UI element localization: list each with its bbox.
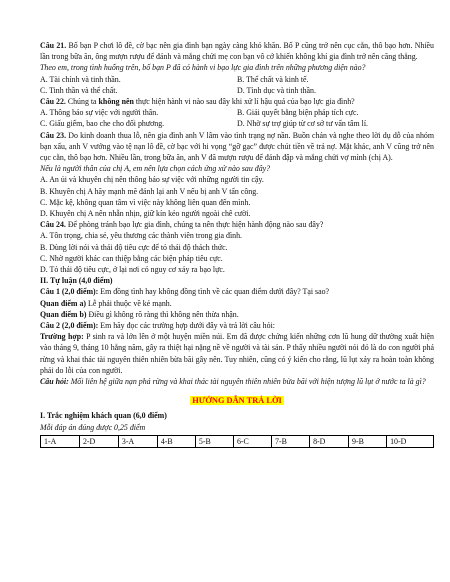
options-grid (40, 74, 434, 96)
answer-guide-title (40, 390, 434, 408)
option: D. Nhờ sự trợ giúp từ cơ sở tư vấn tâm lí. (237, 119, 368, 129)
viewpoint-text: Lễ phải thuộc về kẻ mạnh. (86, 298, 172, 308)
answer-cell: 4-B (157, 435, 195, 447)
case-paragraph (40, 331, 434, 376)
emphasis-text: không nên (98, 97, 134, 107)
question-label: Câu 23. (40, 130, 67, 140)
question-text: thực hiện hành vi nào sau đây khi xử lí hậu quả của bạo lực gia đình? (133, 97, 355, 107)
option: B. Dùng lời nói và thái độ tiêu cực để tỏ thái độ thách thức. (40, 242, 228, 252)
case-label: Trường hợp: (40, 332, 84, 342)
answer-cell: 10-D (387, 435, 434, 447)
question-text: Để phòng tránh bạo lực gia đình, chúng ta nên thực hiện hành động nào sau đây? (65, 220, 324, 230)
scoring-note: Mỗi đáp án đúng được 0,25 điểm (40, 422, 146, 432)
option: D. Tỏ thái độ tiêu cực, ở lại nơi có nguy cơ xảy ra bạo lực. (40, 265, 225, 275)
answer-table (40, 435, 434, 448)
option: A. Tôn trọng, chia sẻ, yêu thương các thành viên trong gia đình. (40, 231, 243, 241)
guide-title-text: HƯỚNG DẪN TRẢ LỜI (192, 396, 282, 406)
question-24 (40, 219, 434, 230)
question-label: Câu 22. (40, 97, 66, 107)
question-label: Câu hỏi: (40, 377, 69, 387)
option: A. An ủi và khuyên chị nên thông báo sự việc với những người tin cậy. (40, 175, 264, 185)
option: C. Mặc kệ, không quan tâm vì việc này không liên quan đến mình. (40, 197, 251, 207)
option: B. Giải quyết bằng biện pháp tích cực. (237, 108, 359, 118)
option: C. Tinh thần và thể chất. (40, 85, 118, 95)
case-text: P sinh ra và lớn lên ở một huyện miền núi. Em đã được chứng kiến những cơn lũ hung dữ thường xuất hiện vào tháng 9, tháng 10 hằng năm, gây ra thiệt hại nặng nề về người và tài sản. P thấy nhiều người nói đó là do con người phá rừng và khai thác tài nguyên thiên nhiên bừa bãi gây nên. Tuy nhiên, cũng có ý kiến cho rằng, lũ lụt xảy ra hoàn toàn không phải do lỗi của con người. (40, 332, 434, 375)
answer-cell: 8-D (310, 435, 349, 447)
question-text: Em hãy đọc các trường hợp dưới đây và trả lời câu hỏi: (98, 321, 275, 331)
question-label: Câu 2 (2,0 điểm): (40, 321, 99, 331)
option: A. Tài chính và tinh thần. (40, 74, 121, 84)
question-23 (40, 130, 434, 164)
options-grid (40, 107, 434, 129)
question-prompt: Nếu là người thân của chị A, em nên lựa chọn cách ứng xử nào sau đây? (40, 164, 271, 174)
option: B. Khuyên chị A hãy mạnh mẽ đánh lại anh V nếu bị anh V tấn công. (40, 186, 259, 196)
section-heading: I. Trắc nghiệm khách quan (6,0 điểm) (40, 411, 167, 421)
essay-question-2 (40, 320, 434, 331)
question-prompt: Theo em, trong tình huống trên, bố bạn P đã có hành vi bạo lực gia đình trên những phương diện nào? (40, 63, 366, 73)
question-text: Mối liên hệ giữa nạn phá rừng và khai thác tài nguyên thiên nhiên bừa bãi với hiện tượng lũ lụt ở nước ta là gì? (68, 377, 426, 387)
option: D. Tình dục và tinh thần. (237, 85, 316, 95)
question-text: Chúng ta (65, 97, 99, 107)
viewpoint-a (40, 298, 434, 309)
case-question (40, 376, 434, 387)
option: D. Khuyên chị A nên nhẫn nhịn, giữ kín kẻo người ngoài chê cười. (40, 209, 251, 219)
question-label: Câu 24. (40, 220, 66, 230)
answer-cell: 1-A (41, 435, 80, 447)
option: C. Nhờ người khác can thiệp bằng các biện pháp tiêu cực. (40, 253, 223, 263)
question-label: Câu 21. (40, 41, 67, 50)
answer-cell: 6-C (233, 435, 271, 447)
answer-cell: 9-B (349, 435, 387, 447)
option: C. Giấu giếm, bao che cho đối phương. (40, 119, 165, 129)
question-label: Câu 1 (2,0 điểm): (40, 287, 99, 297)
answer-cell: 5-B (195, 435, 233, 447)
viewpoint-label: Quan điểm a) (40, 298, 87, 308)
question-text: Bố bạn P chơi lô đề, cờ bạc nên gia đình bạn ngày càng khó khăn. Bố P cũng trở nên cục cằn, thô bạo hơn. Nhiều lần trong bữa ăn, ông mượn rượu để đánh và mắng chửi mẹ con bạn vô cớ khiến không khí gia đình trở nên căng thẳng. (40, 41, 435, 62)
answer-cell: 3-A (118, 435, 157, 447)
option: A. Thông báo sự việc với người thân. (40, 108, 159, 118)
question-22 (40, 96, 434, 107)
answer-cell: 2-D (79, 435, 118, 447)
section-heading: II. Tự luận (4,0 điểm) (40, 276, 113, 286)
viewpoint-label: Quan điểm b) (40, 309, 87, 319)
option: B. Thể chất và kinh tế. (237, 74, 309, 84)
table-row (41, 435, 434, 447)
viewpoint-b (40, 309, 434, 320)
question-21 (40, 40, 434, 62)
answer-cell: 7-B (272, 435, 310, 447)
question-text: Do kinh doanh thua lỗ, nên gia đình anh V lâm vào tình trạng nợ nần. Buồn chán và nghe theo lời dụ dỗ của nhóm bạn xấu, anh V vướng vào tệ nạn lô đề, cờ bạc với hi vọng “gỡ gạc” được chút tiền về trả nợ. Mặt khác, anh V cũng trở nên cục cằn, thô bạo hơn. Nhiều lần, trong bữa ăn, anh V đã mượn rượu để đánh đập và mắng chửi vợ mình (chị A). (40, 130, 434, 163)
question-text: Em đồng tình hay không đồng tình về các quan điểm dưới đây? Tại sao? (98, 287, 330, 297)
viewpoint-text: Điều gì không rõ ràng thì không nên thừa nhận. (86, 309, 239, 319)
essay-question-1 (40, 286, 434, 297)
